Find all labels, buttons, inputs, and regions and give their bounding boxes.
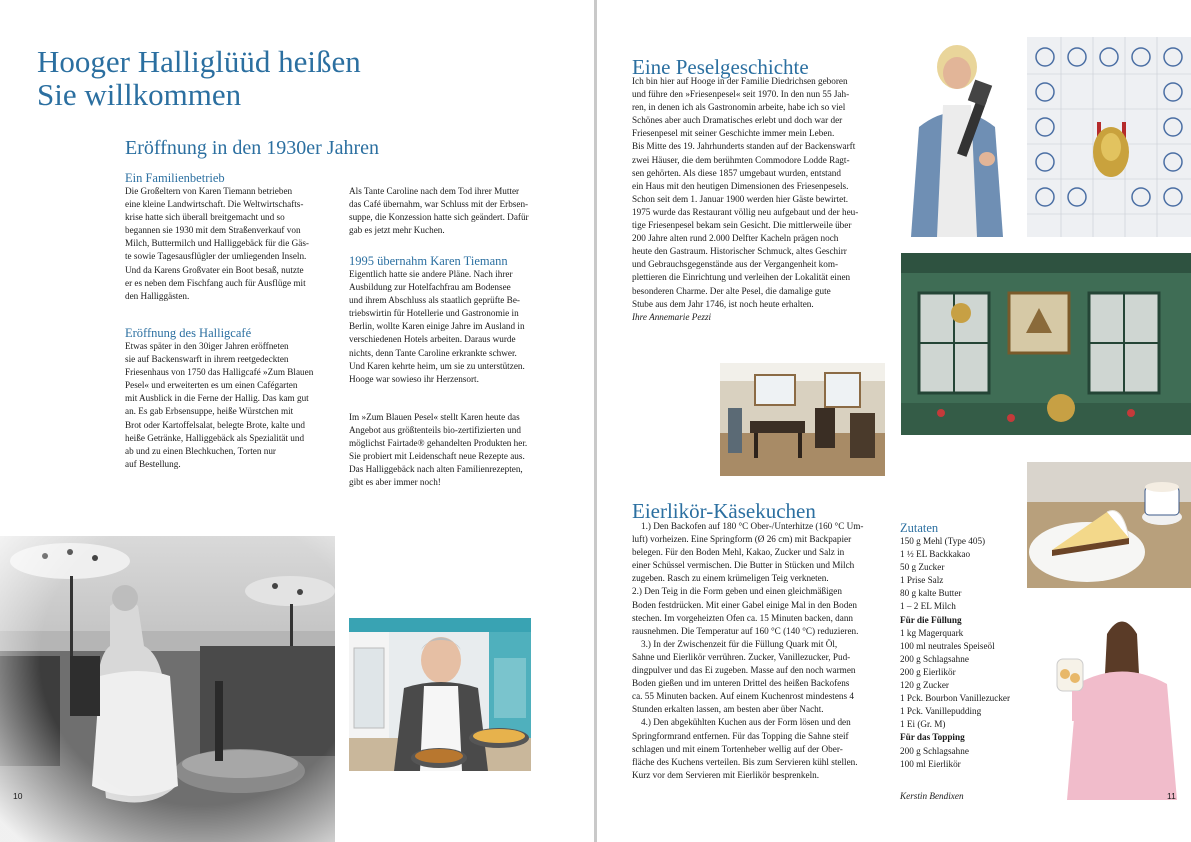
recipe-line: belegen. Für den Boden Mehl, Kakao, Zucker und Salz in [632,547,845,558]
page-title [37,45,361,111]
recipe-line: luft) vorheizen. Eine Springform (Ø 26 cm) mit Backpapier [632,534,852,545]
right-page [597,0,1191,842]
recipe-line: zugeben. Rasch zu einem krümeligen Teig verkneten. [632,573,829,584]
ingredient-item: 100 ml neutrales Speiseöl [900,640,995,651]
recipe-line: rausnehmen. Die Temperatur auf 160 °C (140 °C) reduzieren. [632,625,859,636]
recipe-line: Boden festdrücken. Mit einer Gabel einige Mal in den Boden [632,599,858,610]
paragraph-line: ab und zu einen Blechkuchen, Torten nur [125,445,276,456]
paragraph-line: an. Es gab Erbsensuppe, heiße Würstchen mit [125,406,294,417]
ingredient-item: 1 Pck. Bourbon Vanillezucker [900,693,1011,704]
paragraph-line: Milch, Buttermilch und Halliggebäck für die Gäs- [125,238,309,249]
paragraph-line: möglichst Fairtade® gehandelten Produkten her. [349,438,528,449]
paragraph-line: Und Karen kehrte heim, um sie zu unterstützen. [349,360,525,371]
subheading-familienbetrieb: Ein Familienbetrieb [125,171,225,185]
paragraph-line: den Halliggästen. [125,290,190,301]
paragraph-line: auf Bestellung. [125,458,181,469]
recipe-line: 2.) Den Teig in die Form geben und einen gleichmäßigen [632,586,842,597]
paragraph-line: nichts, denn Tante Caroline erkrankte schwer. [349,347,517,358]
story-line: Stube aus dem Jahr 1746, ist noch heute erhalten. [632,298,814,309]
paragraph-line: verschiedenen Hotels arbeiten. Daraus wurde [349,334,516,345]
recipe-line: Kurz vor dem Servieren mit Eierlikör besprenkeln. [632,769,820,780]
page-title-line-2: Sie willkommen [37,77,242,112]
ingredients-list [900,535,1025,771]
story-line: Friesenpesel mit seiner Geschichte immer mein Leben. [632,128,835,139]
story-line: Schon seit dem 1. Januar 1900 werden hier Gäste bewirtet. [632,193,849,204]
paragraph-line: Berlin, wollte Karen einige Jahre im Ausland in [349,321,525,332]
delft-tiles-photo [1027,37,1191,237]
recipe-line: Boden gießen und im unteren Drittel des heißen Backofens [632,678,850,689]
recipe-line: schlagen und mit einem Tortenheber wellig auf der Ober- [632,743,843,754]
recipe-line: Sahne und Eierlikör verrühren. Zucker, Vanillezucker, Pud- [632,651,851,662]
paragraph-line: Die Großeltern von Karen Tiemann betrieben [125,186,293,196]
paragraph-line: eine kleine Landwirtschaft. Die Weltwirtschafts- [125,199,304,210]
story-line: heute den Gastraum. Historischer Schmuck, altes Geschirr [632,246,847,257]
annemarie-pezzi-photo [901,37,1021,237]
friesenpesel-cabinet-photo [901,253,1191,435]
text-familienbetrieb [125,185,335,303]
story-line: Schönes aber auch Dramatisches erlebt und doch war der [632,115,843,126]
page-number-left: 10 [13,791,23,801]
recipe-line: ca. 55 Minuten backen. Auf einem Kuchenrost mindestens 4 [632,691,854,702]
recipe-line: stechen. Im vorgeheizten Ofen ca. 15 Minuten backen, dann [632,612,854,623]
story-line: und führe den »Friesenpesel« seit 1970. In den nun 55 Jah- [632,89,850,100]
page-title-line-1: Hooger Halliglüüd heißen [37,44,361,79]
ingredient-item: 50 g Zucker [900,562,945,573]
recipe-line: Stunden erkalten lassen, am besten aber über Nacht. [632,704,824,715]
paragraph-line: Eigentlich hatte sie andere Pläne. Nach ihrer [349,269,513,279]
story-title: Eine Peselgeschichte [632,55,809,79]
paragraph-line: krise hatte sich überall breitgemacht und so [125,212,285,223]
story-line: besonderen Charme. Der alte Pesel, die damalige gute [632,285,831,296]
paragraph-line: und ihrem Abschluss als staatlich geprüfte Be- [349,295,520,306]
ingredients-title: Zutaten [900,521,939,535]
paragraph-line: Und da Karens Großvater ein Boot besaß, nutzte [125,264,304,275]
recipe-line: 3.) In der Zwischenzeit für die Füllung Quark mit Öl, [641,638,838,649]
ingredient-item: 100 ml Eierlikör [900,758,961,769]
subheading-halligcafe: Eröffnung des Halligcafé [125,326,252,340]
paragraph-line: Im »Zum Blauen Pesel« stellt Karen heute das [349,412,520,422]
ingredient-item: 1 Pck. Vanillepudding [900,706,982,717]
recipe-line: Springformrand entfernen. Für das Topping die Sahne steif [632,730,849,741]
recipe-line: 4.) Den abgekühlten Kuchen aus der Form lösen und den [641,717,851,728]
story-line: 200 Jahre alten rund 2.000 Delfter Kacheln prägen noch [632,233,839,244]
ingredient-item: 1 – 2 EL Milch [900,601,956,612]
recipe-title: Eierlikör-Käsekuchen [632,499,816,523]
paragraph-line: heiße Getränke, Halliggebäck als Spezialität und [125,432,305,443]
cheesecake-photo [1027,462,1191,588]
recipe-line: dingpulver und das Ei zugeben. Masse auf den noch warmen [632,665,856,676]
story-author: Ihre Annemarie Pezzi [632,311,712,322]
ingredient-item: 120 g Zucker [900,680,949,691]
text-blauer-pesel [349,411,564,490]
ingredient-item: Für die Füllung [900,614,962,625]
story-line: plettieren die Einrichtung und verleihen der Lokalität einen [632,272,851,283]
subheading-1995: 1995 übernahm Karen Tiemann [349,254,508,268]
ingredient-item: 200 g Eierlikör [900,666,956,677]
section-title: Eröffnung in den 1930er Jahren [125,137,380,159]
paragraph-line: sie auf Backenswarft in ihrem reetgedeckten [125,354,289,365]
historic-cafe-garden-photo [0,536,335,842]
page-number-right: 11 [1167,791,1176,801]
ingredient-item: 1 kg Magerquark [900,627,964,638]
text-tante-caroline [349,185,564,237]
paragraph-line: Etwas später in den 30iger Jahren eröffneten [125,341,289,351]
story-line: Bis Mitte des 19. Jahrhunderts standen auf der Backenswarft [632,141,856,152]
paragraph-line: te sowie Tagesausflügler der umliegenden Inseln. [125,251,307,262]
story-line: tige Friesenpesel bekam sein Gesicht. Die mittlerweile über [632,220,852,231]
ingredient-item: 1 ½ EL Backkakao [900,549,971,560]
paragraph-line: gibt es aber immer noch! [349,477,441,488]
paragraph-line: Friesenhaus von 1750 das Halligcafé »Zum Blauen [125,367,314,378]
story-line: und Gebrauchsgegenstände aus der Vergangenheit kom- [632,259,839,270]
kerstin-bendixen-photo [1027,604,1191,800]
ingredient-item: 80 g kalte Butter [900,588,962,599]
story-line: ren, in denen ich als Gastronomin arbeite, habe ich so viel [632,102,846,113]
paragraph-line: Brot oder Kartoffelsalat, belegte Brote, kalte und [125,419,305,430]
ingredient-item: Für das Topping [900,732,965,743]
paragraph-line: Ausbildung zur Hotelfachfrau am Bodensee [349,282,511,293]
paragraph-line: Sie probiert mit Leidenschaft neue Rezepte aus. [349,451,525,462]
ingredient-item: 1 Ei (Gr. M) [900,719,946,730]
paragraph-line: gab es jetzt mehr Kuchen. [349,225,445,236]
ingredient-item: 200 g Schlagsahne [900,653,969,664]
paragraph-line: Hooge war sowieso ihr Herzensort. [349,373,479,384]
paragraph-line: begannen sie 1930 mit dem Straßenverkauf von [125,225,301,236]
paragraph-line: mit Ausblick in die Ferne der Hallig. Das kam gut [125,393,309,404]
paragraph-line: das Café übernahm, war Schluss mit der Erbsen- [349,199,529,210]
recipe-line: fläche des Kuchens verteilen. Bis zum Servieren kühl stellen. [632,756,858,767]
ingredient-item: 1 Prise Salz [900,575,944,586]
baker-with-cakes-photo [349,618,531,771]
story-line: 1975 wurde das Restaurant völlig neu aufgebaut und der heu- [632,206,859,217]
story-line: ein Haus mit den heutigen Dimensionen des Friesenpesels. [632,180,849,191]
recipe-line: einer Schüssel vermischen. Die Butter in Stücken und Milch [632,560,855,571]
story-line: zwei Häuser, die dem berühmten Commodore Lodde Ragt- [632,154,850,165]
story-text [632,75,892,324]
paragraph-line: Pesel« und erweiterten es um einen Cafégarten [125,380,298,391]
dining-room-photo [720,363,885,476]
recipe-instructions [632,520,894,782]
paragraph-line: triebswirtin für Hotellerie und Gastronomie in [349,308,519,319]
text-halligcafe [125,340,335,471]
paragraph-line: er es neben dem Fischfang auch für Ausflüge mit [125,277,306,288]
paragraph-line: suppe, die Konzession hatte sich geändert. Dafür [349,212,529,223]
paragraph-line: Angebot aus größtenteils bio-zertifizierten und [349,425,521,436]
recipe-author: Kerstin Bendixen [900,791,964,801]
ingredient-item: 150 g Mehl (Type 405) [900,536,986,546]
ingredient-item: 200 g Schlagsahne [900,745,969,756]
story-line: Ich bin hier auf Hooge in der Familie Diedrichsen geboren [632,76,848,86]
paragraph-line: Als Tante Caroline nach dem Tod ihrer Mutter [349,186,520,196]
story-line: sen gehörten. Als diese 1857 umgebaut wurden, entstand [632,167,841,178]
left-page [0,0,594,842]
recipe-line: 1.) Den Backofen auf 180 °C Ober-/Unterhitze (160 °C Um- [641,521,864,531]
paragraph-line: Das Halliggebäck nach alten Familienrezepten, [349,464,523,475]
text-1995 [349,268,564,386]
